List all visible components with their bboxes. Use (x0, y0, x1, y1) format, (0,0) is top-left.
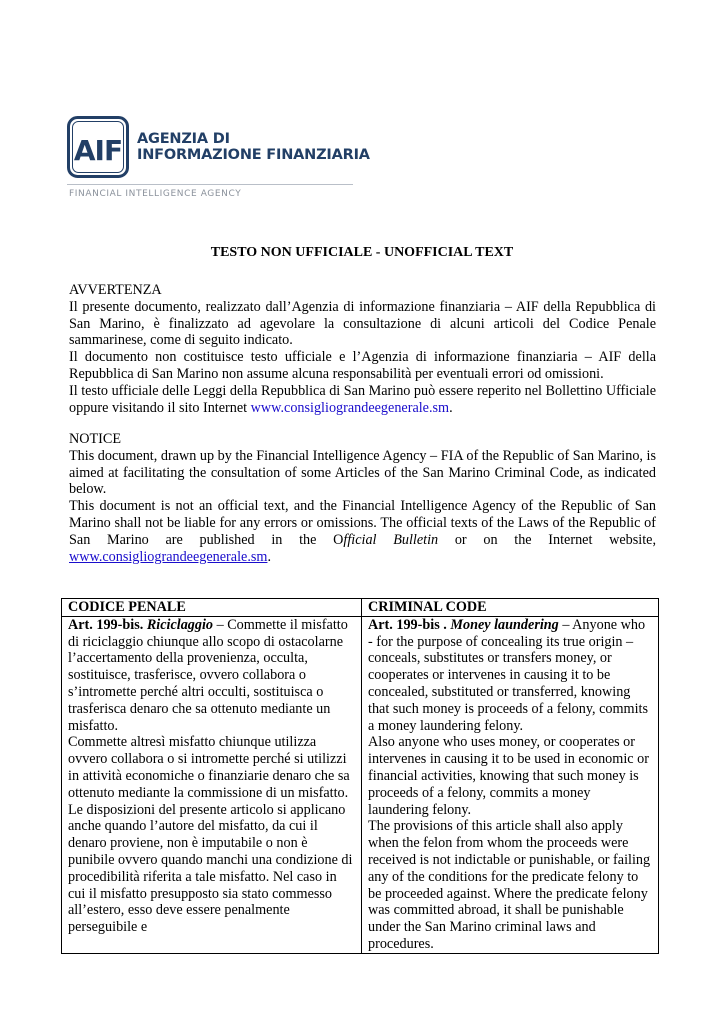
italian-notice (69, 282, 656, 416)
english-article-title: Money laundering (450, 616, 559, 633)
italian-article-cell (62, 616, 362, 953)
consiglio-website-link-en[interactable]: www.consigliograndeegenerale.sm (69, 548, 268, 565)
aif-logo (67, 116, 370, 202)
consiglio-website-link-it[interactable]: www.consigliograndeegenerale.sm (250, 399, 450, 416)
english-notice-p2-end: . (267, 548, 271, 565)
aif-logo-mark-icon (67, 116, 129, 178)
agency-name (137, 131, 370, 163)
english-article-p1-text: – Anyone who - for the purpose of concealing its true origin – conceals, substitutes or transfers money, or cooperates or intervenes in causing it to be concealed, substituted or transferred, knowing that such money is proceeds of a felony, commits a money laundering felony. (368, 616, 649, 734)
header-criminal-code: CRIMINAL CODE (362, 599, 659, 617)
english-notice-paragraph-2 (69, 498, 656, 565)
english-article-cell (362, 616, 659, 953)
criminal-code-table (61, 598, 659, 954)
english-article-paragraph-3: The provisions of this article shall also apply when the felon from whom the proceeds were received is not indictable or punishable, or failing any of the conditions for the predicate felony to be proceeded against. Where the predicate felony was committed abroad, it shall be punishable under the San Marino criminal laws and procedures. (368, 818, 651, 952)
italian-article-label: Art. 199-bis. (68, 616, 144, 633)
italian-article-title: Riciclaggio (146, 616, 214, 633)
english-notice-heading: NOTICE (69, 431, 122, 447)
agency-tagline: FINANCIAL INTELLIGENCE AGENCY (69, 189, 242, 199)
logo-divider (67, 184, 353, 185)
agency-name-line1: AGENZIA DI (137, 131, 230, 147)
english-notice-paragraph-1: This document, drawn up by the Financial Intelligence Agency – FIA of the Republic of San Marino, is aimed at facilitating the consultation of some Articles of the San Marino Criminal Code, as indicated below. (69, 447, 656, 498)
header-codice-penale: CODICE PENALE (62, 599, 362, 617)
document-title: TESTO NON UFFICIALE - UNOFFICIAL TEXT (210, 245, 514, 260)
italian-article-paragraph-1 (68, 617, 355, 735)
english-notice (69, 431, 656, 565)
english-article-label: Art. 199-bis . (368, 616, 447, 633)
official-bulletin-italic: fficial Bulletin (343, 531, 439, 548)
italian-notice-paragraph-1: Il presente documento, realizzato dall’Agenzia di informazione finanziaria – AIF della Repubblica di San Marino, è finalizzato ad agevolare la consultazione di alcuni articoli del Codice Penale sammarinese, come di seguito indicato. (69, 298, 656, 349)
italian-notice-paragraph-3 (69, 383, 656, 417)
italian-notice-p3-end: . (449, 399, 453, 416)
aif-logo-mark-text: AIF (73, 134, 123, 167)
italian-article-paragraph-3: Le disposizioni del presente articolo si applicano anche quando l’autore del misfatto, da cui il denaro proviene, non è imputabile o non è punibile ovvero quando manchi una condizione di procedibilità riferita a tale misfatto. Nel caso in cui il misfatto presupposto sia stato commesso all’estero, esso deve essere penalmente perseguibile e (68, 801, 353, 936)
agency-name-line2: INFORMAZIONE FINANZIARIA (137, 147, 370, 163)
table-header-row (62, 599, 659, 617)
table-row (62, 616, 659, 953)
italian-article-p1-text: – Commette il misfatto di riciclaggio chiunque allo scopo di ostacolarne l’accertamento della provenienza, occulta, sostituisce, trasferisce, ovvero collabora o s’intromette perché altri occulti, sostituisca o trasferisca denaro che sa ottenuto mediante un misfatto. (68, 616, 348, 734)
english-article-paragraph-1 (368, 617, 652, 735)
italian-notice-paragraph-2: Il documento non costituisce testo ufficiale e l’Agenzia di informazione finanziaria – AIF della Repubblica di San Marino non assume alcuna responsabilità per eventuali errori od omissioni. (69, 349, 656, 382)
english-article-paragraph-2: Also anyone who uses money, or cooperates or intervenes in causing it to be used in economic or financial activities, knowing that such money is proceeds of a felony, commits a money laundering felony. (368, 734, 649, 818)
italian-notice-p3-text: Il testo ufficiale delle Leggi della Repubblica di San Marino può essere reperito nel Bollettino Ufficiale oppure visitando il sito Internet (69, 382, 656, 416)
italian-article-paragraph-2: Commette altresì misfatto chiunque utilizza ovvero collabora o si intromette perché si utilizzi in attività economiche o finanziarie denaro che sa ottenuto mediante la commissione di un misfatto. (68, 734, 350, 801)
english-notice-p2-middle: or on the Internet website, (438, 531, 656, 548)
italian-notice-heading: AVVERTENZA (69, 282, 162, 298)
english-notice-p2-text: This document is not an official text, and the Financial Intelligence Agency of the Republic of San Marino shall not be liable for any errors or omissions. The official texts of the Laws of the Republic of San Marino are published in the O (69, 498, 656, 548)
